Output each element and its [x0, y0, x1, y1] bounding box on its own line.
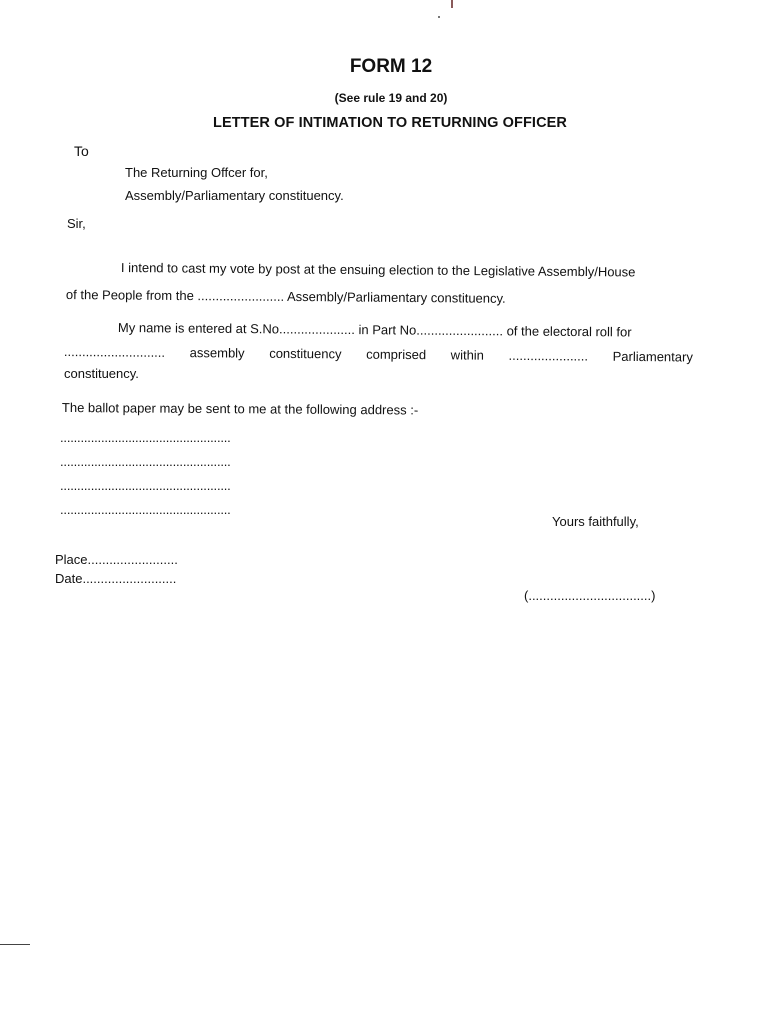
addressee-line-1: The Returning Offcer for, [125, 165, 268, 180]
paragraph-1-line-1: I intend to cast my vote by post at the ensuing election to the Legislative Assembly/House [120, 260, 636, 280]
paragraph-2-line-3: constituency. [64, 366, 139, 381]
constituency-blank: ............................ [63, 344, 166, 360]
date-field: Date.......................... [55, 571, 177, 586]
signature-field: (..................................) [524, 588, 656, 603]
address-line: .................................................. [60, 454, 231, 469]
closing: Yours faithfully, [552, 514, 639, 529]
word: Parliamentary [612, 348, 693, 365]
scan-mark [0, 944, 30, 945]
form-subtitle: (See rule 19 and 20) [334, 91, 448, 105]
word: within [450, 347, 485, 363]
paragraph-1-line-2: of the People from the ........................ Assembly/Parliamentary constituency. [65, 287, 506, 306]
to-label: To [74, 143, 89, 159]
salutation: Sir, [67, 216, 86, 231]
address-line: .................................................. [60, 502, 231, 517]
addressee-line-2: Assembly/Parliamentary constituency. [125, 188, 344, 203]
address-line: .................................................. [60, 478, 231, 493]
word: assembly [189, 345, 245, 361]
word: comprised [366, 346, 427, 363]
address-line: .................................................. [60, 430, 231, 445]
parliamentary-blank: ...................... [508, 347, 589, 364]
scan-mark [438, 16, 440, 18]
word: constituency [269, 345, 342, 362]
ballot-address-label: The ballot paper may be sent to me at the following address :- [61, 400, 419, 418]
form-heading: LETTER OF INTIMATION TO RETURNING OFFICER [213, 115, 567, 131]
paragraph-2-line-1: My name is entered at S.No..................... in Part No........................ of the electoral roll for [117, 320, 632, 340]
form-title: FORM 12 [349, 56, 433, 77]
place-field: Place......................... [55, 552, 178, 567]
scan-mark [451, 0, 453, 8]
paragraph-2-line-2 [64, 344, 693, 364]
